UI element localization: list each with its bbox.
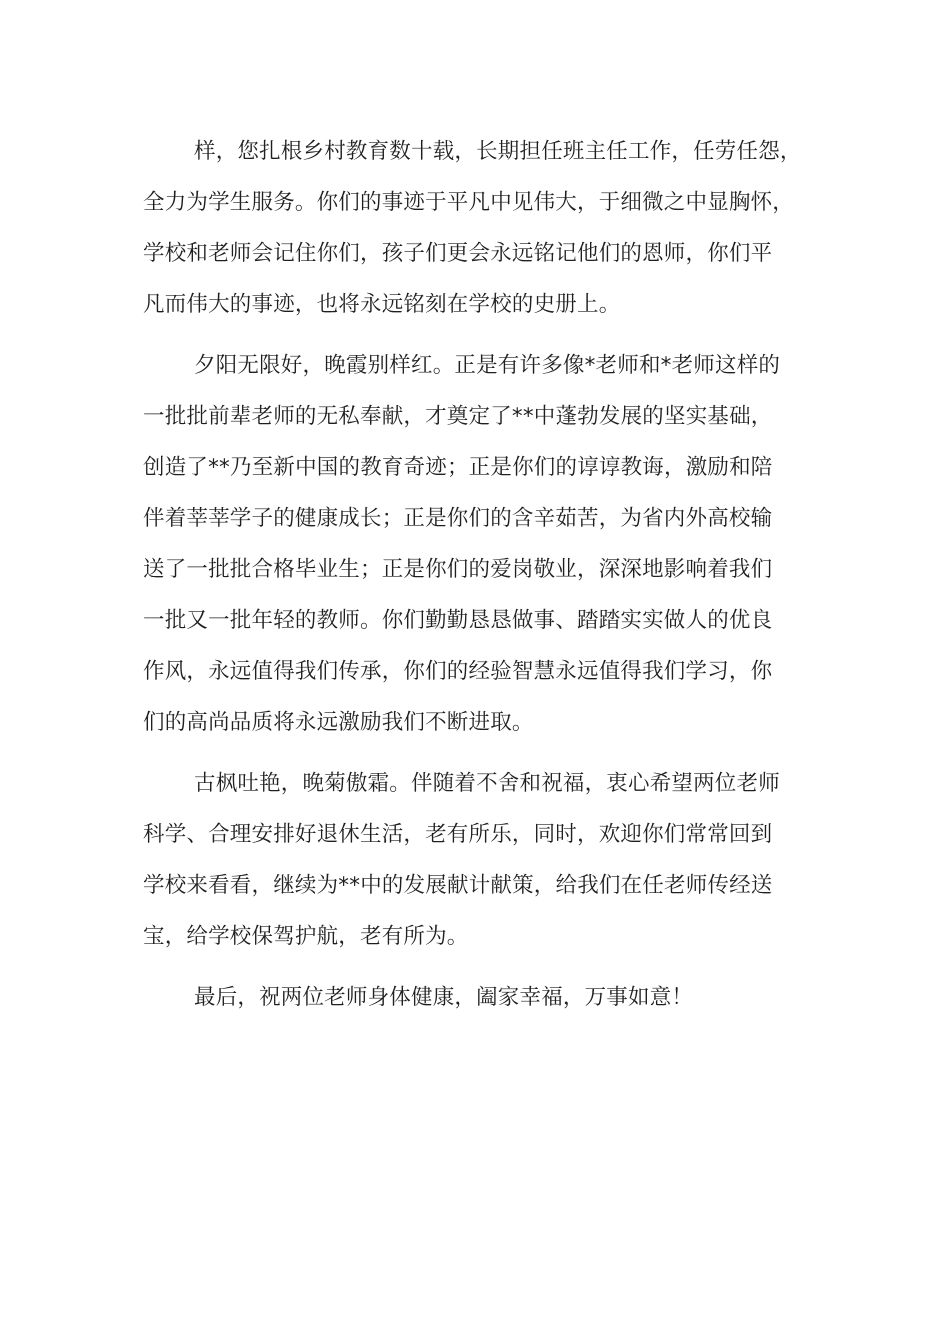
text-line: 最后，祝两位老师身体健康，阖家幸福，万事如意！ — [194, 985, 694, 1010]
text-line: 伴着莘莘学子的健康成长；正是你们的含辛茹苦，为省内外高校输 — [143, 506, 773, 531]
text-line: 一批又一批年轻的教师。你们勤勤恳恳做事、踏踏实实做人的优良 — [143, 608, 773, 633]
paragraph-3 — [143, 758, 823, 962]
paragraph-2 — [143, 340, 823, 748]
paragraph-4 — [143, 972, 823, 1023]
text-line: 一批批前辈老师的无私奉献，才奠定了**中蓬勃发展的坚实基础， — [143, 404, 773, 429]
text-line: 们的高尚品质将永远激励我们不断进取。 — [143, 710, 534, 735]
paragraph-1 — [143, 126, 823, 330]
text-line: 样，您扎根乡村教育数十载，长期担任班主任工作，任劳任怨， — [194, 139, 802, 164]
text-line: 夕阳无限好，晚霞别样红。正是有许多像*老师和*老师这样的 — [194, 353, 781, 378]
text-line: 送了一批批合格毕业生；正是你们的爱岗敬业，深深地影响着我们 — [143, 557, 773, 582]
text-line: 学校来看看，继续为**中的发展献计献策，给我们在任老师传经送 — [143, 873, 773, 898]
text-line: 创造了**乃至新中国的教育奇迹；正是你们的谆谆教诲，激励和陪 — [143, 455, 773, 480]
text-line: 宝，给学校保驾护航，老有所为。 — [143, 924, 469, 949]
text-line: 科学、合理安排好退休生活，老有所乐，同时，欢迎你们常常回到 — [143, 822, 773, 847]
text-line: 全力为学生服务。你们的事迹于平凡中见伟大，于细微之中显胸怀， — [143, 190, 795, 215]
text-line: 凡而伟大的事迹，也将永远铭刻在学校的史册上。 — [143, 292, 621, 317]
text-line: 学校和老师会记住你们，孩子们更会永远铭记他们的恩师，你们平 — [143, 241, 773, 266]
text-line: 作风，永远值得我们传承，你们的经验智慧永远值得我们学习，你 — [143, 659, 773, 684]
text-line: 古枫吐艳，晚菊傲霜。伴随着不舍和祝福，衷心希望两位老师 — [194, 771, 780, 796]
document-body — [143, 126, 823, 1033]
